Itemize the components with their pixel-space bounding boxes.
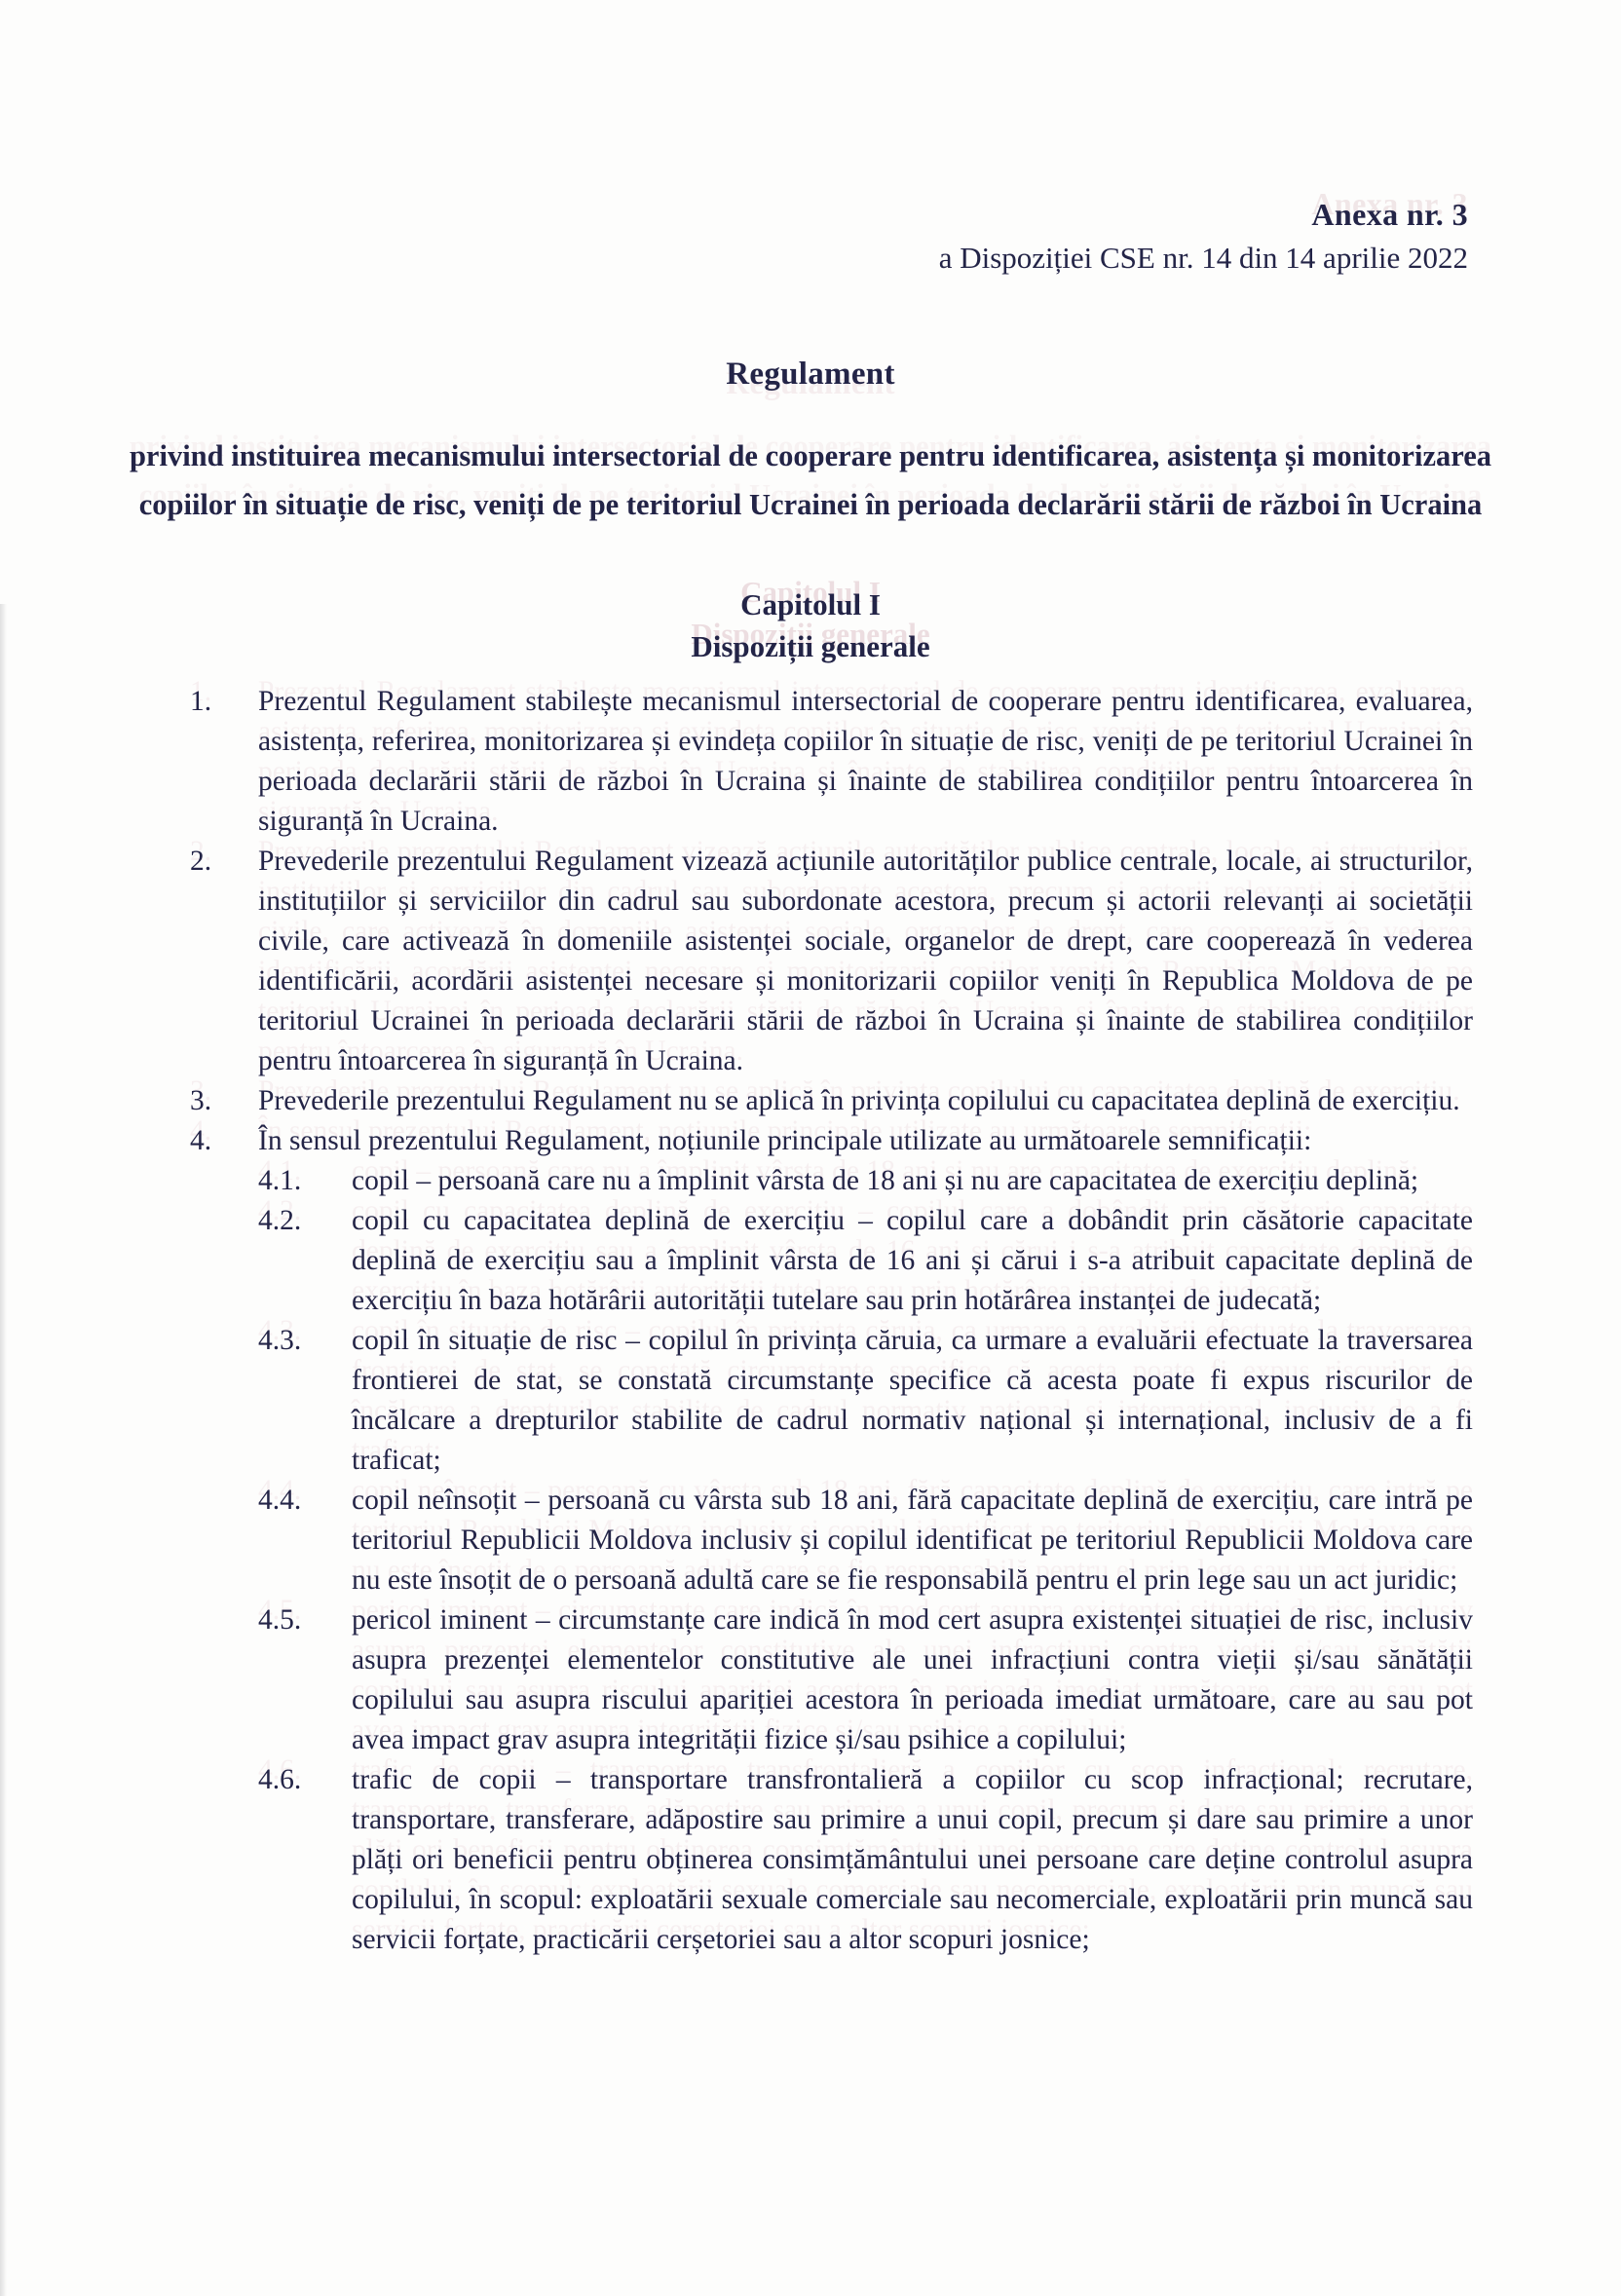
list-subitem-4-5 bbox=[258, 1600, 1473, 1760]
subitem-number: 4.1. bbox=[258, 1165, 302, 1196]
subitem-text: copil neînsoțit – persoană cu vârsta sub 18 ani, fără capacitate deplină de exercițiu, care intră pe teritoriul Republicii Moldova inclusiv și copilul identificat pe teritoriul Republicii Moldova care nu este însoțit de o persoană adultă care se fie responsabilă pentru el prin lege sau un act juridic; bbox=[352, 1485, 1473, 1596]
subitem-number: 4.3. bbox=[258, 1325, 302, 1356]
subitem-number: 4.5. bbox=[258, 1604, 302, 1636]
subitem-text: pericol iminent – circumstanțe care indică în mod cert asupra existenței situației de risc, inclusiv asupra prezenței elementelor constitutive ale unei infracțiuni contra vieții și/sau sănătății copilului sau asupra riscului apariției acestora în perioada imediat următoare, care au sau pot avea impact grav asupra integrității fizice și/sau psihice a copilului; bbox=[352, 1604, 1473, 1755]
item-text: Prevederile prezentului Regulament vizează acțiunile autorităților publice centrale, locale, ai structurilor, instituțiilor și serviciilor din cadrul sau subordonate acestora, precum și actorii relevanți ai societății civile, care activează în domeniile asistenței sociale, organelor de drept, care cooperează în vederea identificării, acordării asistenței necesare și monitorizarii copiilor veniți în Republica Moldova de pe teritoriul Ucrainei în perioada declarării stării de război în Ucraina și înainte de stabilirea condițiilor pentru întoarcerea în siguranță în Ucraina. bbox=[258, 846, 1473, 1076]
subitem-text: copil în situație de risc – copilul în privința căruia, ca urmare a evaluării efectuate la traversarea frontierei de stat, se constată circumstanțe specifice că acesta poate fi expus riscurilor de încălcare a drepturilor stabilite de cadrul normativ național și internațional, inclusiv de a fi traficat; bbox=[352, 1325, 1473, 1476]
subitem-text: copil cu capacitatea deplină de exercițiu – copilul care a dobândit prin căsătorie capacitate deplină de exercițiu sau a împlinit vârsta de 16 ani și cărui i s-a atribuit capacitate deplină de exercițiu în baza hotărârii autorității tutelare sau prin hotărârea instanței de judecată; bbox=[352, 1205, 1473, 1316]
subitem-text: trafic de copii – transportare transfrontalieră a copiilor cu scop infracțional; recrutare, transportare, transferare, adăpostire sau primire a unui copil, precum și dare sau primire a unor plăți ori beneficii pentru obținerea consimțământului unei persoane care deține controlul asupra copilului, în scopul: exploatării sexuale comerciale sau necomerciale, exploatării prin muncă sau servicii forțate, practicării cerșetoriei sau a altor scopuri josnice; bbox=[352, 1764, 1473, 1955]
list-subitem-4-3 bbox=[258, 1321, 1473, 1481]
list-item-3 bbox=[190, 1081, 1473, 1121]
item-number: 3. bbox=[190, 1085, 212, 1116]
item-number: 2. bbox=[190, 846, 212, 877]
provisions-list bbox=[190, 682, 1473, 1960]
item-text: Prevederile prezentului Regulament nu se aplică în privința copilului cu capacitatea deplină de exercițiu. bbox=[258, 1085, 1460, 1116]
list-subitem-4-2 bbox=[258, 1201, 1473, 1321]
document-title: Regulament bbox=[726, 357, 895, 392]
annex-label: Anexa nr. 3 bbox=[1311, 197, 1468, 232]
chapter-heading bbox=[0, 583, 1621, 667]
item-number: 1. bbox=[190, 686, 212, 717]
subitem-number: 4.6. bbox=[258, 1764, 302, 1795]
chapter-name: Dispoziții generale bbox=[691, 629, 930, 663]
document-subtitle: privind instituirea mecanismului intersectorial de cooperare pentru identificarea, asistența și monitorizarea copiilor în situație de risc, veniți de pe teritoriul Ucrainei în perioada declarării stării de război în Ucraina bbox=[129, 439, 1492, 521]
list-subitem-4-4 bbox=[258, 1481, 1473, 1600]
item-number: 4. bbox=[190, 1125, 212, 1156]
document-header bbox=[0, 0, 1468, 275]
list-item-2 bbox=[190, 842, 1473, 1081]
list-item-1 bbox=[190, 682, 1473, 842]
subitem-number: 4.4. bbox=[258, 1485, 302, 1516]
list-subitem-4-6 bbox=[258, 1760, 1473, 1960]
chapter-number: Capitolul I bbox=[740, 587, 881, 621]
disposition-reference: a Dispoziției CSE nr. 14 din 14 aprilie 2022 bbox=[938, 241, 1468, 275]
list-subitem-4-1 bbox=[258, 1161, 1473, 1201]
list-item-4 bbox=[190, 1121, 1473, 1161]
item-text: Prezentul Regulament stabilește mecanismul intersectorial de cooperare pentru identificarea, evaluarea, asistența, referirea, monitorizarea și evindeța copiilor în situație de risc, veniți de pe teritoriul Ucrainei în perioada declarării stării de război în Ucraina și înainte de stabilirea condițiilor pentru întoarcerea în siguranță în Ucraina. bbox=[258, 686, 1473, 837]
item-text: În sensul prezentului Regulament, noțiunile principale utilizate au următoarele semnificații: bbox=[258, 1125, 1312, 1156]
subitem-text: copil – persoană care nu a împlinit vârsta de 18 ani și nu are capacitatea de exercițiu deplină; bbox=[352, 1165, 1419, 1196]
subitem-number: 4.2. bbox=[258, 1205, 302, 1236]
